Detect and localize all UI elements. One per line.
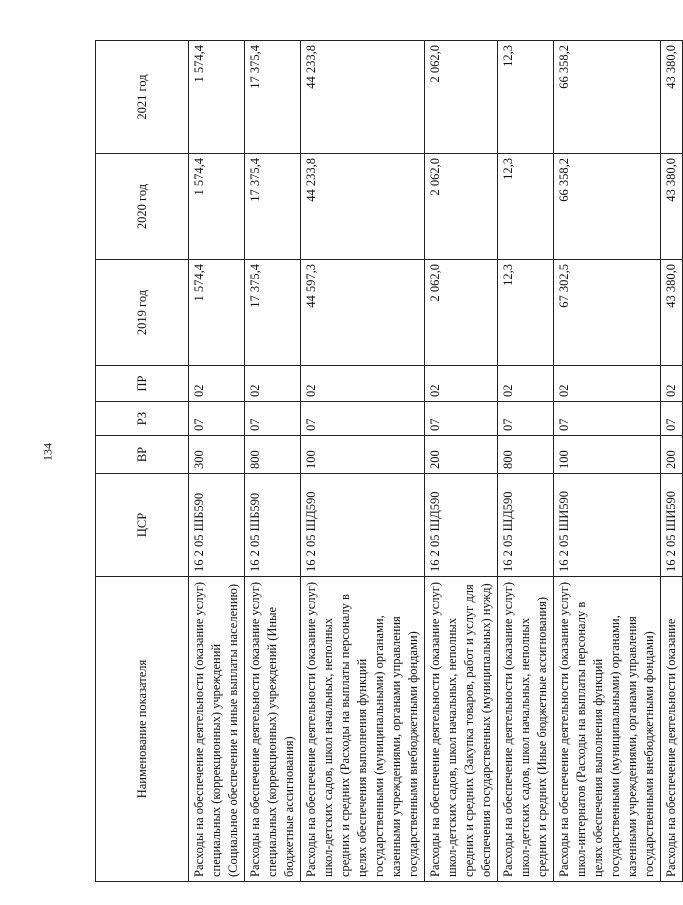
- row-name: Расходы на обеспечение деятельности (оказание услуг) специальных (коррекционных) учреждений (Социальное обеспечение и иные выплаты населению): [189, 577, 245, 882]
- row-name: Расходы на обеспечение деятельности (оказание услуг) школ-интернатов (Расходы на выплаты персоналу в целях обеспечения выполнения функций государственными (муниципальными) органами, казенными учреждениями, органами управления государственными внебюджетными фондами): [554, 577, 661, 882]
- row-2020: 1 574,4: [189, 154, 245, 260]
- row-pr: 02: [498, 366, 554, 402]
- row-2020: 66 358,2: [554, 154, 661, 260]
- row-rz: 07: [245, 402, 301, 436]
- budget-table: [95, 40, 683, 882]
- row-2019: 43 380,0: [661, 260, 683, 366]
- row-name: Расходы на обеспечение деятельности (оказание услуг) специальных (коррекционных) учреждений (Иные бюджетные ассигнования): [245, 577, 301, 882]
- header-2020: 2020 год: [96, 154, 189, 260]
- row-2019: 44 597,3: [301, 260, 425, 366]
- row-2019: 12,3: [498, 260, 554, 366]
- row-pr: 02: [245, 366, 301, 402]
- header-2021: 2021 год: [96, 41, 189, 154]
- row-csr: 16 2 05 ШБ590: [189, 474, 245, 577]
- row-2020: 17 375,4: [245, 154, 301, 260]
- row-2021: 12,3: [498, 41, 554, 154]
- header-csr: ЦСР: [96, 474, 189, 577]
- row-rz: 07: [301, 402, 425, 436]
- row-vr: 100: [554, 436, 661, 474]
- row-csr: 16 2 05 ШД590: [301, 474, 425, 577]
- row-pr: 02: [661, 366, 683, 402]
- row-2019: 2 062,0: [425, 260, 498, 366]
- row-2019: 1 574,4: [189, 260, 245, 366]
- table-header-row: [96, 41, 189, 882]
- rotated-table-container: [95, 41, 678, 882]
- row-name: Расходы на обеспечение деятельности (оказание услуг) школ-детских садов, школ начальных, неполных средних и средних (Расходы на выплаты персоналу в целях обеспечения выполнения функций государственными (муниципальными) органами, казенными учреждениями, органами управления государственными внебюджетными фондами): [301, 577, 425, 882]
- row-csr: 16 2 05 ШД590: [425, 474, 498, 577]
- row-2021: 43 380,0: [661, 41, 683, 154]
- row-rz: 07: [661, 402, 683, 436]
- row-pr: 02: [189, 366, 245, 402]
- row-2020: 43 380,0: [661, 154, 683, 260]
- table-row: [498, 41, 554, 882]
- row-rz: 07: [189, 402, 245, 436]
- row-rz: 07: [554, 402, 661, 436]
- table-row: [189, 41, 245, 882]
- row-vr: 300: [189, 436, 245, 474]
- row-name: Расходы на обеспечение деятельности (оказание услуг) школ-детских садов, школ начальных, неполных средних и средних (Закупка товаров, работ и услуг для обеспечения государственных (муниципальных) нужд): [425, 577, 498, 882]
- row-vr: 100: [301, 436, 425, 474]
- row-vr: 200: [425, 436, 498, 474]
- row-2021: 1 574,4: [189, 41, 245, 154]
- row-2019: 17 375,4: [245, 260, 301, 366]
- row-name: Расходы на обеспечение деятельности (оказание услуг) школ-детских садов, школ начальных, неполных средних и средних (Иные бюджетные ассигнования): [498, 577, 554, 882]
- row-2021: 17 375,4: [245, 41, 301, 154]
- row-pr: 02: [425, 366, 498, 402]
- row-2021: 66 358,2: [554, 41, 661, 154]
- row-pr: 02: [301, 366, 425, 402]
- header-pr: ПР: [96, 366, 189, 402]
- row-vr: 800: [245, 436, 301, 474]
- row-rz: 07: [498, 402, 554, 436]
- header-name: Наименование показателя: [96, 577, 189, 882]
- row-name: Расходы на обеспечение деятельности (оказание: [661, 577, 683, 882]
- table-row: [661, 41, 683, 882]
- row-2020: 12,3: [498, 154, 554, 260]
- row-2019: 67 302,5: [554, 260, 661, 366]
- header-2019: 2019 год: [96, 260, 189, 366]
- row-vr: 200: [661, 436, 683, 474]
- row-rz: 07: [425, 402, 498, 436]
- row-vr: 800: [498, 436, 554, 474]
- table-row: [245, 41, 301, 882]
- row-pr: 02: [554, 366, 661, 402]
- row-csr: 16 2 05 ШИ590: [554, 474, 661, 577]
- row-csr: 16 2 05 ШБ590: [245, 474, 301, 577]
- table-row: [301, 41, 425, 882]
- row-csr: 16 2 05 ШД590: [498, 474, 554, 577]
- header-vr: ВР: [96, 436, 189, 474]
- table-row: [554, 41, 661, 882]
- page-number: 134: [40, 443, 55, 461]
- row-csr: 16 2 05 ШИ590: [661, 474, 683, 577]
- row-2021: 44 233,8: [301, 41, 425, 154]
- row-2020: 2 062,0: [425, 154, 498, 260]
- header-rz: РЗ: [96, 402, 189, 436]
- row-2021: 2 062,0: [425, 41, 498, 154]
- row-2020: 44 233,8: [301, 154, 425, 260]
- table-row: [425, 41, 498, 882]
